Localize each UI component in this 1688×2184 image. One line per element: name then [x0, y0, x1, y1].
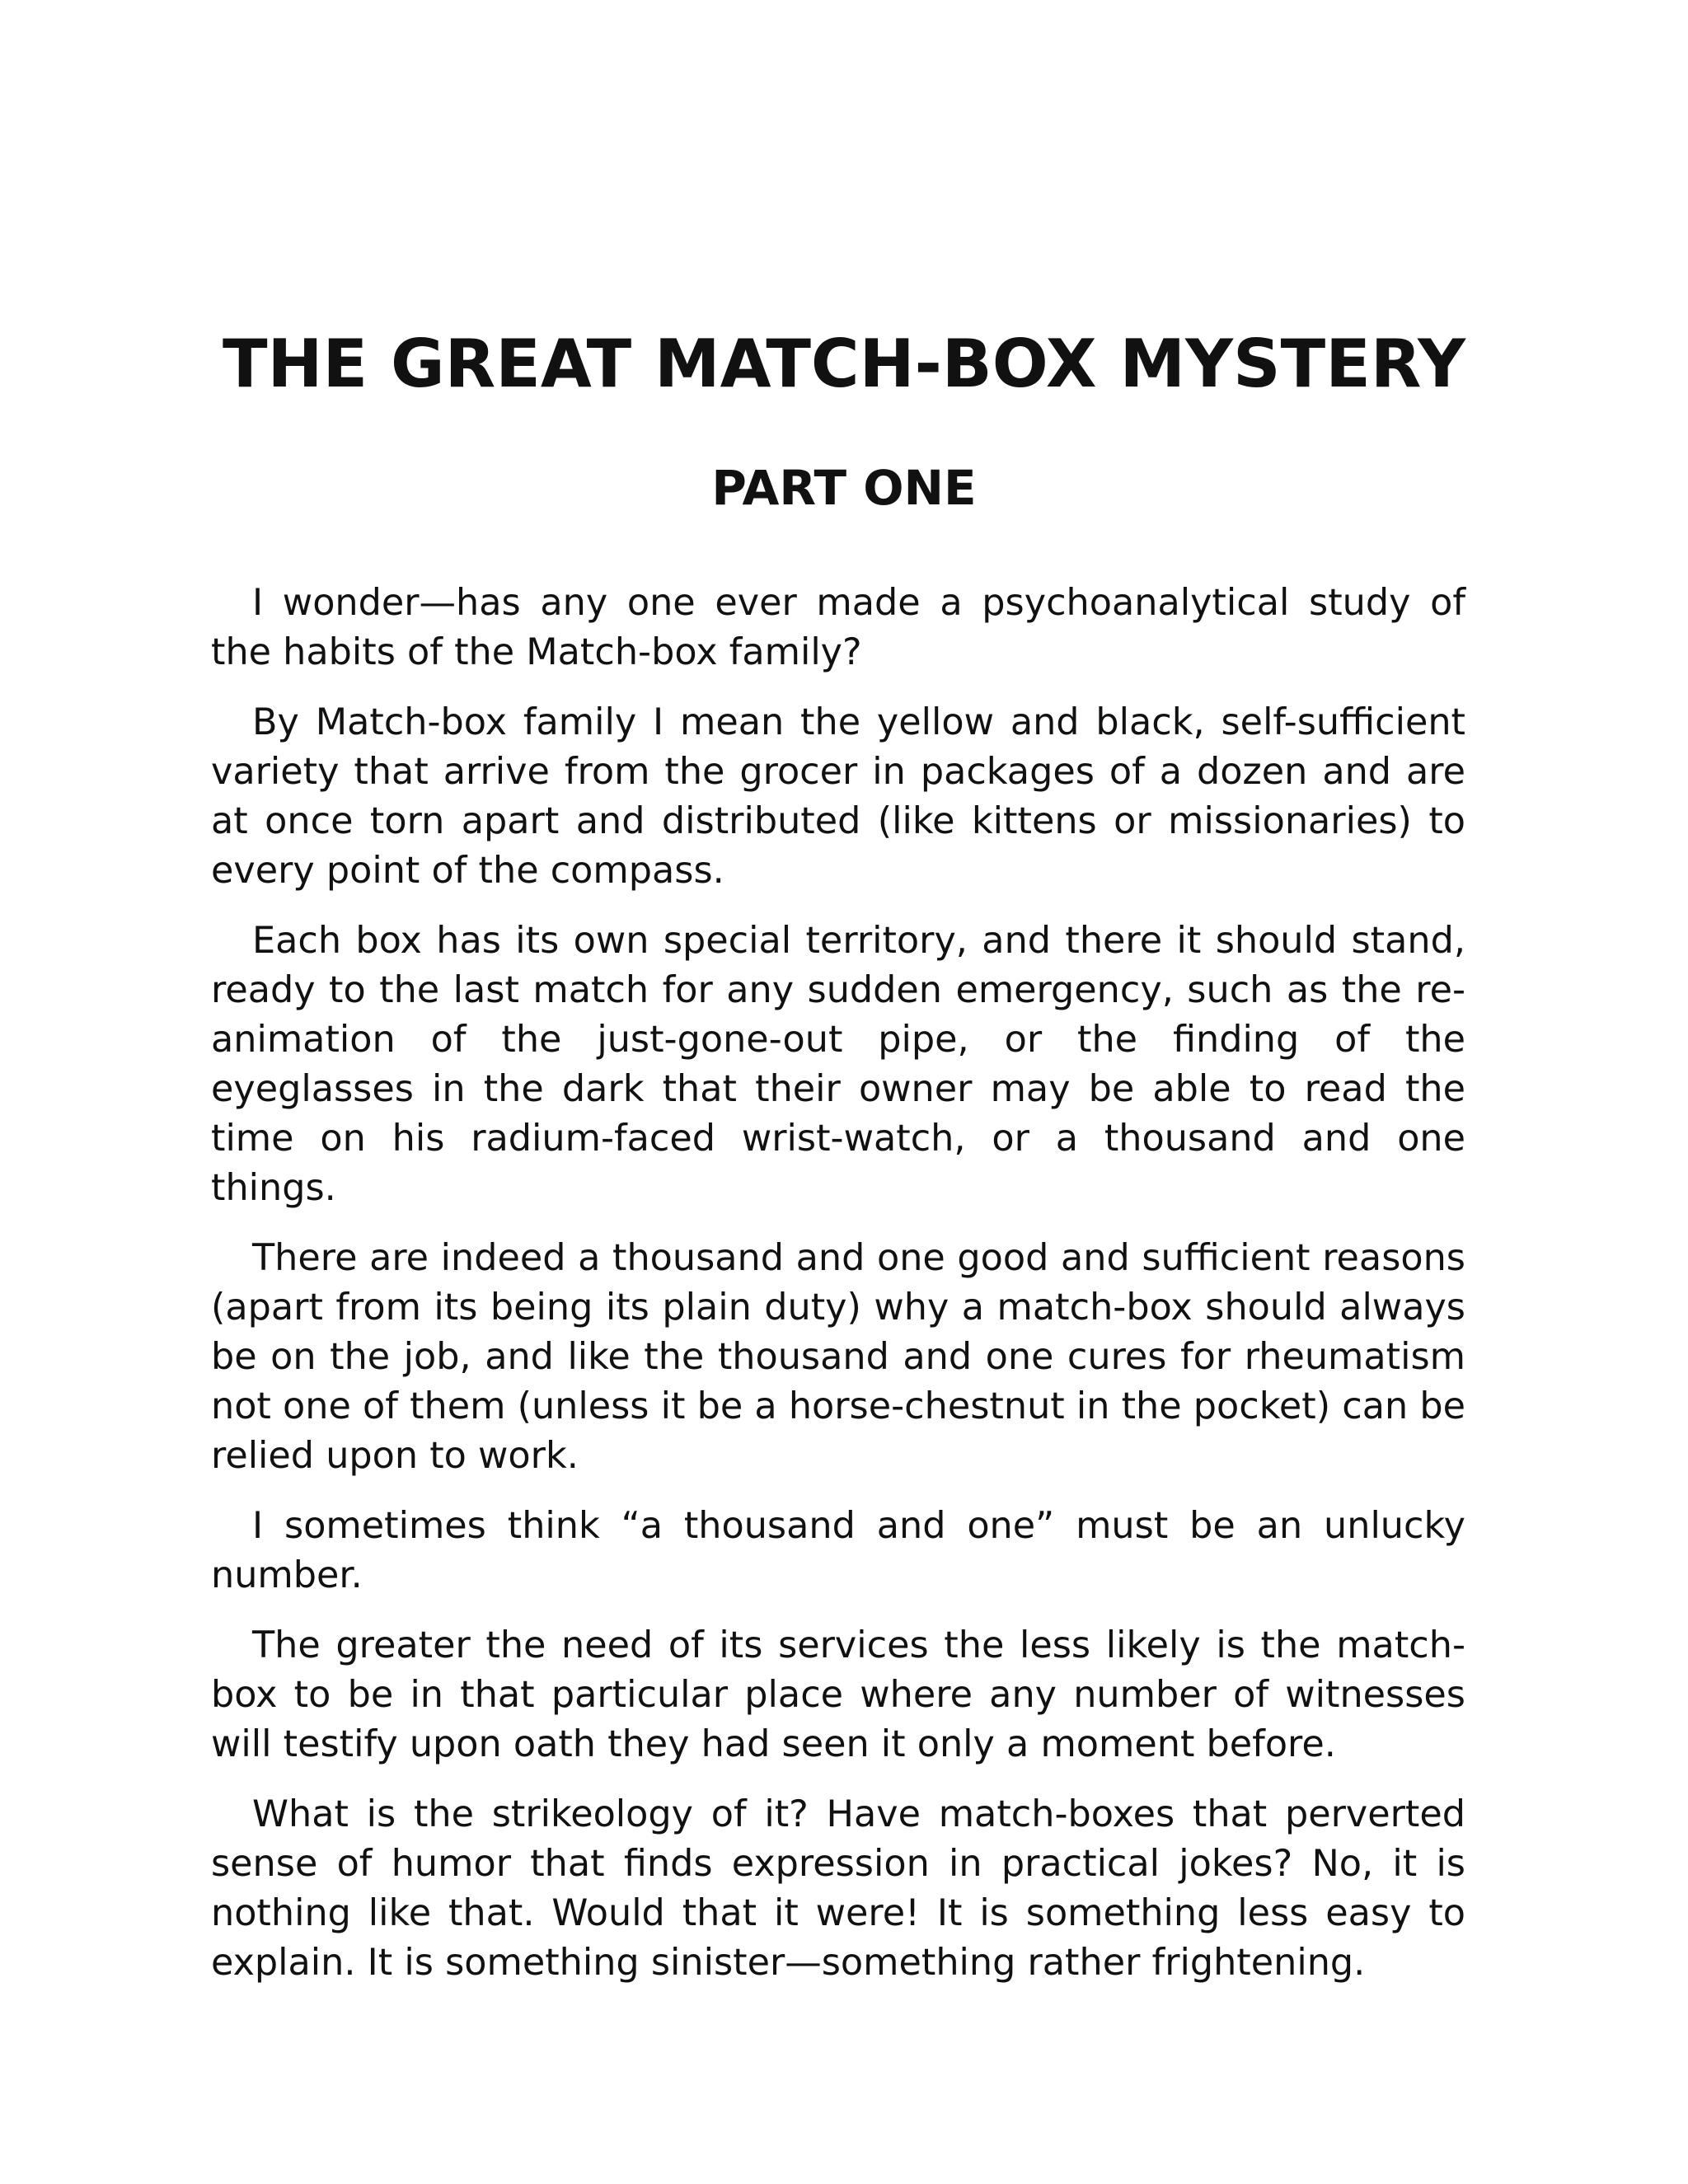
part-heading: PART ONE [711, 460, 977, 516]
paragraph: What is the strikeology of it? Have match-boxes that perverted sense of humor that finds expression in practical jokes? No, it is nothing like that. Would that it were! It is something less easy to explain. It is something sinister—something rather frightening. [211, 1793, 1465, 1984]
paragraph: I wonder—has any one ever made a psychoanalytical study of the habits of the Match-box family? [211, 582, 1465, 673]
document-title: THE GREAT MATCH-BOX MYSTERY [222, 326, 1465, 402]
paragraph: The greater the need of its services the less likely is the match-box to be in that particular place where any number of witnesses will testify upon oath they had seen it only a moment before. [211, 1624, 1465, 1765]
paragraph: There are indeed a thousand and one good and sufficient reasons (apart from its being its plain duty) why a match-box should always be on the job, and like the thousand and one cures for rheumatism not one of them (unless it be a horse-chestnut in the pocket) can be relied upon to work. [211, 1237, 1465, 1477]
paragraph: By Match-box family I mean the yellow and black, self-sufficient variety that arrive from the grocer in packages of a dozen and are at once torn apart and distributed (like kittens or missionaries) to every point of the compass. [211, 701, 1465, 892]
paragraph: Each box has its own special territory, and there it should stand, ready to the last match for any sudden emergency, such as the re-animation of the just-gone-out pipe, or the finding of the eyeglasses in the dark that their owner may be able to read the time on his radium-faced wrist-watch, or a thousand and one things. [211, 920, 1465, 1209]
paragraph: I sometimes think “a thousand and one” must be an unlucky number. [211, 1505, 1465, 1596]
document-body [211, 579, 1465, 2008]
